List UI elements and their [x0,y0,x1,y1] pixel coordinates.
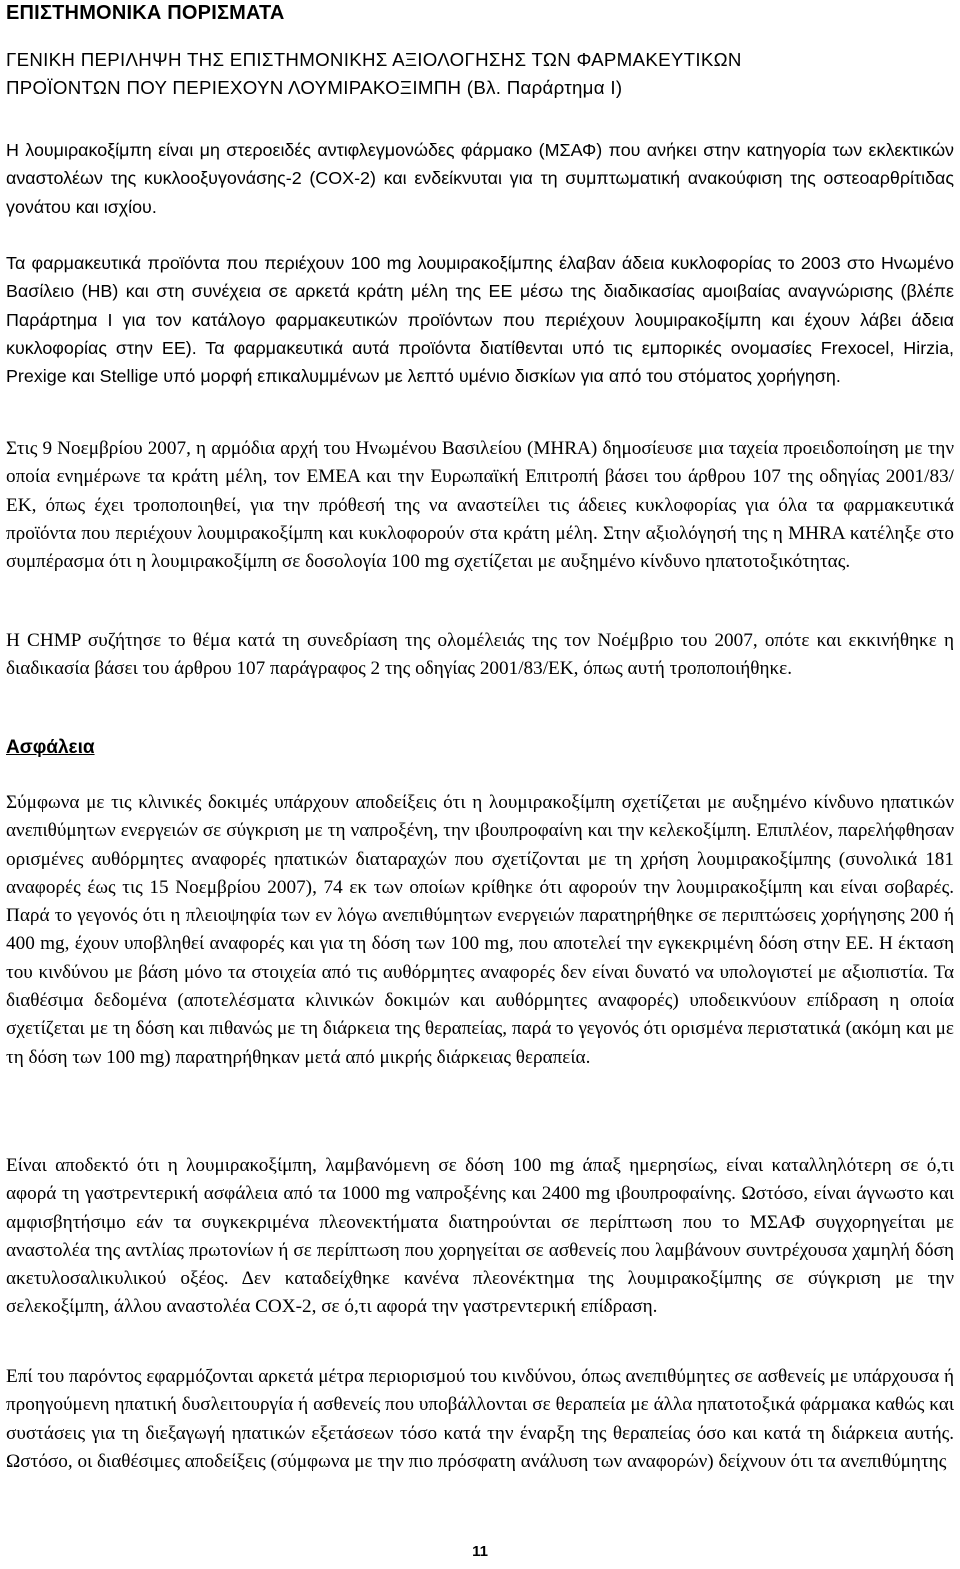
subheading-line-1: ΓΕΝΙΚΗ ΠΕΡΙΛΗΨΗ ΤΗΣ ΕΠΙΣΤΗΜΟΝΙΚΗΣ ΑΞΙΟΛΟΓΗΣΗΣ ΤΩΝ ΦΑΡΜΑΚΕΥΤΙΚΩΝ [6,49,742,70]
safety-section-title: Ασφάλεια [6,737,95,758]
page-number: 11 [472,1543,488,1560]
chmp-paragraph: Η CHMP συζήτησε το θέμα κατά τη συνεδρίαση της ολομέλειάς της τον Νοέμβριο του 2007, οπότε και εκκινήθηκε η διαδικασία βάσει του άρθρου 107 παράγραφος 2 της οδηγίας 2001/83/ΕΚ, όπως αυτή τροποποιήθηκε. [6,630,954,680]
gastrointestinal-paragraph: Είναι αποδεκτό ότι η λουμιρακοξίμπη, λαμβανόμενη σε δόση 100 mg άπαξ ημερησίως, είναι καταλληλότερη σε ό,τι αφορά τη γαστρεντερική ασφάλεια από τα 1000 mg ναπροξένης και 2400 mg ιβουπροφαίνης. Ωστόσο, είναι άγνωστο και αμφισβητήσιμο εάν τα συγκεκριμένα πλεονεκτήματα διατηρούνται σε περίπτωση που το ΜΣΑΦ συγχορηγείται με αναστολέα της αντλίας πρωτονίων ή σε περίπτωση που χορηγείται σε ασθενείς που λαμβάνουν συντρέχουσα χαμηλή δόση ακετυλοσαλικυλικού οξέος. Δεν καταδείχθηκε κανένα πλεονέκτημα της λουμιρακοξίμπης σε σύγκριση με την σελεκοξίμπη, άλλου αναστολέα COX-2, σε ό,τι αφορά την γαστρεντερική επίδραση. [6,1155,954,1318]
subheading-line-2: ΠΡΟΪΟΝΤΩΝ ΠΟΥ ΠΕΡΙΕΧΟΥΝ ΛΟΥΜΙΡΑΚΟΞΙΜΠΗ (Βλ. Παράρτημα Ι) [6,77,623,98]
section-heading: ΕΠΙΣΤΗΜΟΝΙΚΑ ΠΟΡΙΣΜΑΤΑ [6,2,285,24]
mhra-paragraph: Στις 9 Νοεμβρίου 2007, η αρμόδια αρχή του Ηνωμένου Βασιλείου (MHRA) δημοσίευσε μια ταχεία προειδοποίηση με την οποία ενημέρωνε τα κράτη μέλη, τον ΕΜΕΑ και την Ευρωπαϊκή Επιτροπή βάσει του άρθρου 107 της οδηγίας 2001/83/ΕΚ, όπως έχει τροποποιηθεί, για την πρόθεσή της να αναστείλει τις άδειες κυκλοφορίας για όλα τα φαρμακευτικά προϊόντα που περιέχουν λουμιρακοξίμπη και κυκλοφορούν στα κράτη μέλη. Στην αξιολόγησή της η MHRA κατέληξε στο συμπέρασμα ότι η λουμιρακοξίμπη σε δοσολογία 100 mg σχετίζεται με αυξημένο κίνδυνο ηπατοτοξικότητας. [6,438,954,573]
intro-paragraph: Η λουμιρακοξίμπη είναι μη στεροειδές αντιφλεγμονώδες φάρμακο (ΜΣΑΦ) που ανήκει στην κατηγορία των εκλεκτικών αναστολέων της κυκλοοξυγονάσης-2 (COX-2) και ενδείκνυται για τη συμπτωματική ανακούφιση της οστεοαρθρίτιδας γονάτου και ισχίου. [6,140,954,217]
risk-minimisation-paragraph: Επί του παρόντος εφαρμόζονται αρκετά μέτρα περιορισμού του κινδύνου, όπως ανεπιθύμητες σε ασθενείς με υπάρχουσα ή προηγούμενη ηπατική δυσλειτουργία ή ασθενείς που υποβάλλονται σε θεραπεία με άλλα ηπατοτοξικά φάρμακα καθώς και συστάσεις για τη διεξαγωγή ηπατικών εξετάσεων τόσο κατά την έναρξη της θεραπείας όσο και κατά τη διάρκεια αυτής. Ωστόσο, οι διαθέσιμες αποδείξεις (σύμφωνα με την πιο πρόσφατη ανάλυση των αναφορών) δείχνουν ότι τα ανεπιθύμητης [6,1366,954,1472]
authorisation-paragraph: Τα φαρμακευτικά προϊόντα που περιέχουν 100 mg λουμιρακοξίμπης έλαβαν άδεια κυκλοφορίας το 2003 στο Ηνωμένο Βασίλειο (ΗΒ) και στη συνέχεια σε αρκετά κράτη μέλη της ΕΕ μέσω της διαδικασίας αμοιβαίας αναγνώρισης (βλέπε Παράρτημα Ι για τον κατάλογο φαρμακευτικών προϊόντων που περιέχουν λουμιρακοξίμπη και έχουν λάβει άδεια κυκλοφορίας στην ΕΕ). Τα φαρμακευτικά αυτά προϊόντα διατίθενται υπό τις εμπορικές ονομασίες Frexocel, Hirzia, Prexige και Stellige υπό μορφή επικαλυμμένων με λεπτό υμένιο δισκίων για από του στόματος χορήγηση. [6,253,954,387]
document-subheading [6,46,954,102]
safety-paragraph: Σύμφωνα με τις κλινικές δοκιμές υπάρχουν αποδείξεις ότι η λουμιρακοξίμπη σχετίζεται με αυξημένο κίνδυνο ηπατικών ανεπιθύμητων ενεργειών σε σύγκριση με τη ναπροξένη, την ιβουπροφαίνη και την κελεκοξίμπη. Επιπλέον, παρελήφθησαν ορισμένες αυθόρμητες αναφορές ηπατικών διαταραχών που σχετίζονται με τη χρήση λουμιρακοξίμπης (συνολικά 181 αναφορές έως τις 15 Νοεμβρίου 2007), 74 εκ των οποίων κρίθηκε ότι αφορούν την λουμιρακοξίμπη και είναι σοβαρές. Παρά το γεγονός ότι η πλειοψηφία των εν λόγω ανεπιθύμητων ενεργειών παρατηρήθηκε σε περιπτώσεις χορήγησης 200 ή 400 mg, έχουν υποβληθεί αναφορές και για τη δόση των 100 mg, που αποτελεί την εγκεκριμένη δόση στην ΕΕ. Η έκταση του κινδύνου με βάση μόνο τα στοιχεία από τις αυθόρμητες αναφορές δεν είναι δυνατό να υπολογιστεί με αξιοπιστία. Τα διαθέσιμα δεδομένα (αποτελέσματα κλινικών δοκιμών και αυθόρμητες αναφορές) υποδεικνύουν επίδραση η οποία σχετίζεται με τη δόση και πιθανώς με τη διάρκεια της θεραπείας, παρά το γεγονός ότι ορισμένα περιστατικά (ακόμη και με τη δόση των 100 mg) παρατηρήθηκαν μετά από μικρής διάρκειας θεραπεία. [6,792,954,1068]
